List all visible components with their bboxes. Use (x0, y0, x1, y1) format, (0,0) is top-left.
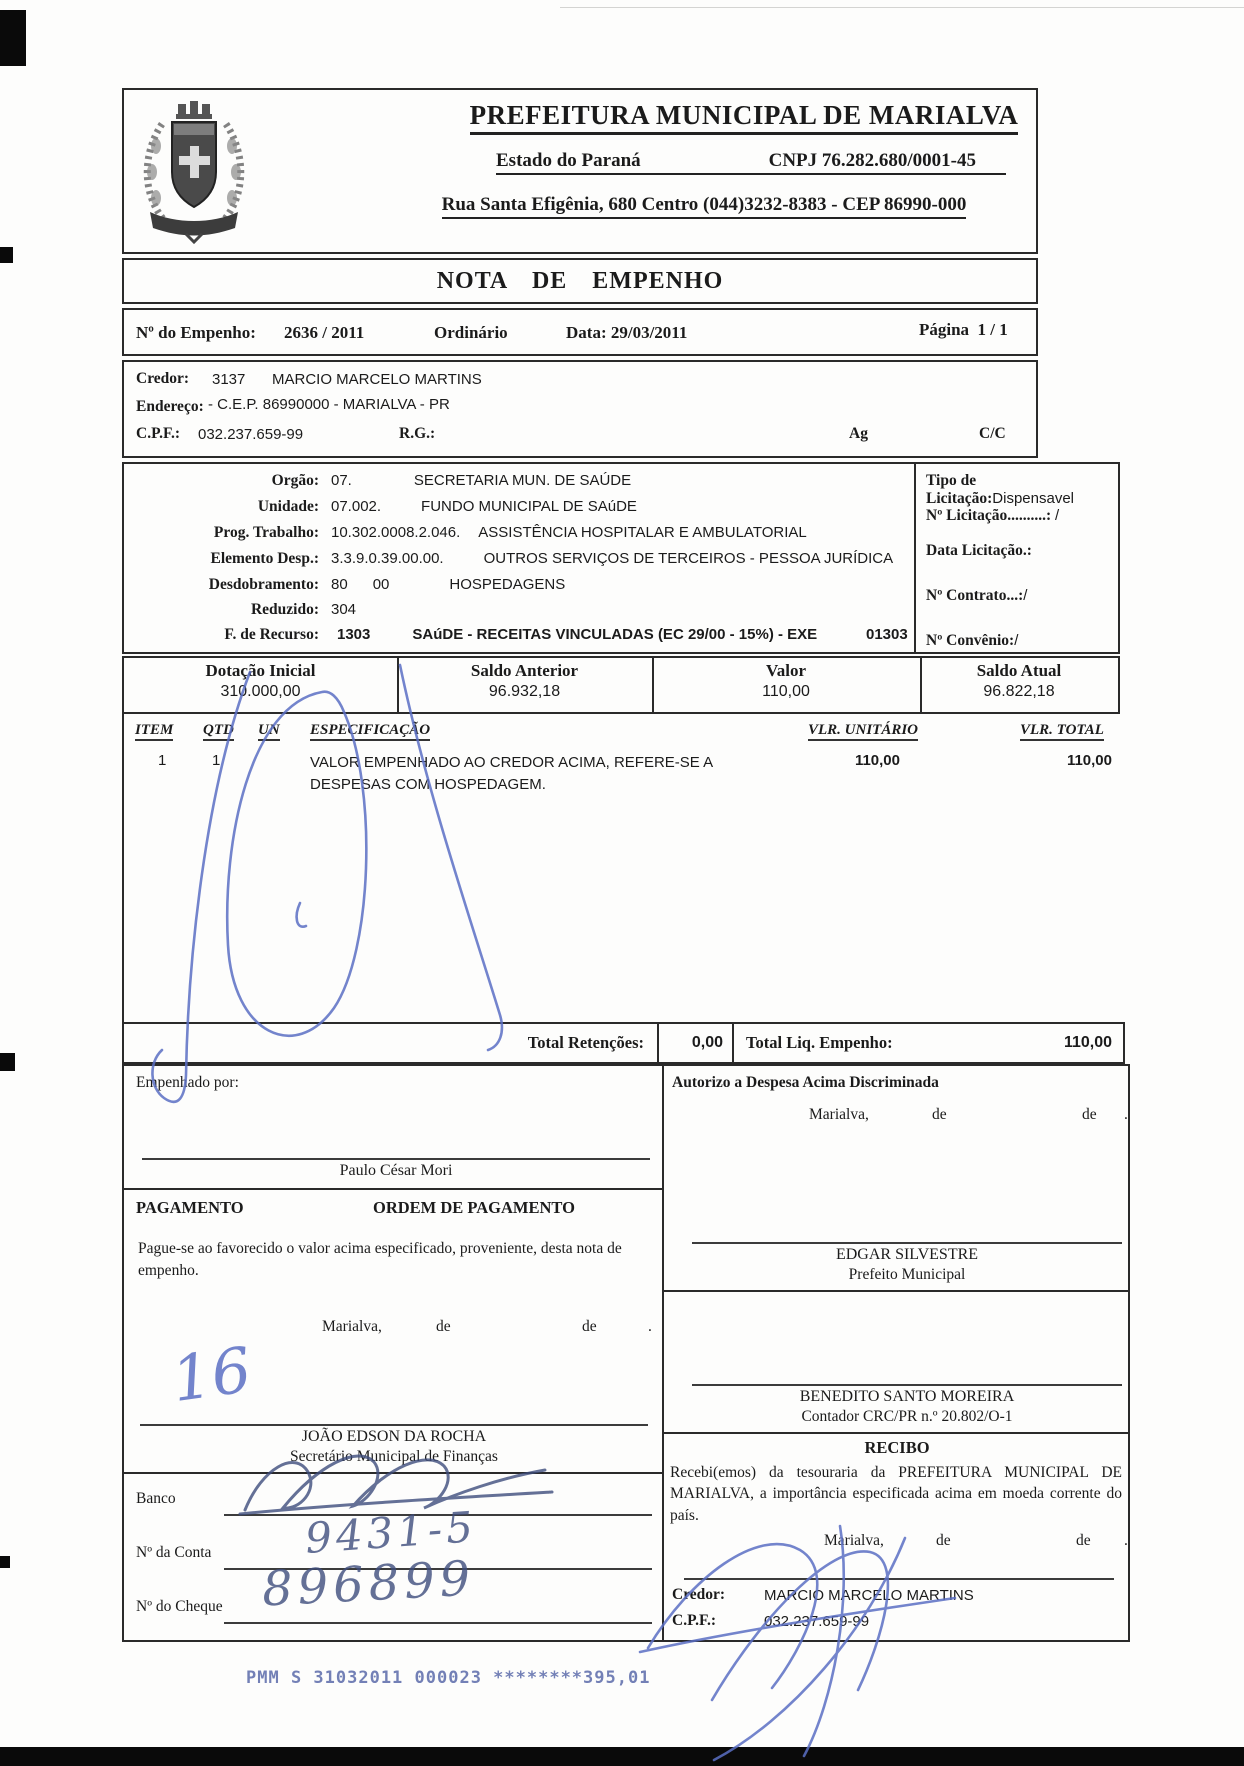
handwritten-cheque: 896899 (260, 1550, 477, 1618)
state-label: Estado do Paraná (496, 150, 641, 171)
prefeito-cargo: Prefeito Municipal (848, 1266, 966, 1283)
field-label: Unidade: (257, 498, 319, 515)
items-header-vlr-total: VLR. TOTAL (1020, 722, 1104, 741)
budget-row-desdobramento (124, 576, 910, 594)
item-vlr-unitario: 110,00 (854, 752, 900, 769)
conta-label: Nº da Conta (136, 1544, 212, 1561)
period-mark: . (1124, 1106, 1128, 1123)
signatures-area (122, 1064, 1130, 1642)
creditor-cpf: 032.237.659-99 (198, 426, 304, 443)
cnpj-label: CNPJ 76.282.680/0001-45 (768, 150, 976, 171)
recibo-signature-line (684, 1578, 1114, 1580)
header-box (122, 88, 1038, 254)
budget-row-unidade (124, 498, 910, 516)
saldo-atual-header: Saldo Atual (976, 661, 1062, 680)
de-label: de (436, 1318, 451, 1335)
licitacao-data (926, 542, 1032, 560)
budget-divider (914, 464, 916, 652)
contador-cargo: Contador CRC/PR n.º 20.802/O-1 (801, 1408, 1013, 1425)
de-label: de (1076, 1532, 1091, 1549)
field-value: Dispensavel (992, 490, 1075, 507)
empenho-number-row (122, 308, 1038, 356)
ordem-pagamento-heading: ORDEM DE PAGAMENTO (373, 1198, 575, 1217)
secretario-signature-line (140, 1424, 648, 1426)
prefeito-nome: EDGAR SILVESTRE (835, 1246, 979, 1263)
recibo-text: Recebi(emos) da tesouraria da PREFEITURA MUNICIPAL DE MARIALVA, a importância especificada acima em moeda corrente do país. (670, 1464, 1122, 1524)
field-code: 3.3.9.0.39.00.00. (331, 550, 444, 567)
totals-row (122, 1022, 1125, 1064)
document-title: NOTA DE EMPENHO (436, 268, 724, 294)
creditor-agency-label: Ag (849, 425, 868, 442)
city-label: Marialva, (322, 1318, 382, 1335)
municipality-title: PREFEITURA MUNICIPAL DE MARIALVA (470, 100, 1019, 135)
de-label: de (932, 1106, 947, 1123)
right-divider-2 (662, 1432, 1128, 1434)
field-label: Prog. Trabalho: (213, 524, 319, 541)
scan-artifact (0, 1556, 10, 1568)
scan-artifact (0, 247, 13, 263)
recibo-heading: RECIBO (864, 1438, 930, 1457)
scan-edge-line (560, 7, 1244, 8)
total-liq-label: Total Liq. Empenho: (746, 1033, 893, 1052)
field-label: Data Licitação.: (926, 542, 1032, 559)
pagamento-heading: PAGAMENTO (136, 1198, 244, 1217)
de-label: de (936, 1532, 951, 1549)
budget-row-prog-trabalho (124, 524, 910, 542)
creditor-label: Credor: (136, 370, 190, 387)
items-header-espec: ESPECIFICAÇÃO (310, 722, 430, 741)
city-label: Marialva, (809, 1106, 869, 1123)
field-label: Tipo de Licitação: (926, 472, 993, 507)
valor-header: Valor (766, 661, 806, 680)
de-label: de (582, 1318, 597, 1335)
field-label: Nº Convênio: (926, 632, 1015, 649)
field-code: 304 (331, 601, 357, 618)
recibo-credor-label: Credor: (672, 1586, 726, 1603)
licitacao-contrato (926, 587, 1027, 605)
items-header-qtd: QTD (203, 722, 234, 741)
secretario-nome: JOÃO EDSON DA ROCHA (301, 1428, 487, 1445)
handwritten-16: 16 (167, 1332, 256, 1417)
field-label: Elemento Desp.: (210, 550, 319, 567)
field-label: Nº Licitação..........: (926, 507, 1052, 524)
recibo-cpf-value: 032.237.659-99 (764, 1613, 870, 1630)
field-label: Orgão: (271, 472, 319, 489)
recibo-cpf-label: C.P.F.: (672, 1612, 717, 1629)
budget-row-recurso (124, 626, 910, 644)
budget-box (122, 462, 1120, 654)
dot-matrix-footer-code: PMM S 31032011 000023 ********395,01 (246, 1668, 651, 1688)
saldo-anterior-header: Saldo Anterior (470, 661, 579, 680)
field-label: F. de Recurso: (224, 626, 319, 643)
city-label: Marialva, (824, 1532, 884, 1549)
banco-label: Banco (136, 1490, 176, 1507)
pague-se-text: Pague-se ao favorecido o valor acima especificado, proveniente, desta nota de empenho. (138, 1240, 622, 1279)
budget-row-orgao (124, 472, 910, 490)
field-desc: SAúDE - RECEITAS VINCULADAS (EC 29/00 - 15%) - EXE (412, 626, 818, 643)
field-desc: HOSPEDAGENS (449, 576, 566, 593)
field-extra-code: 01303 (866, 626, 908, 643)
items-header-item: ITEM (135, 722, 173, 741)
period-mark: . (648, 1318, 652, 1335)
empenho-number-label: Nº do Empenho: (136, 323, 256, 342)
right-divider-1 (662, 1290, 1128, 1292)
total-retencoes-value: 0,00 (691, 1034, 723, 1051)
field-code: 80 00 (331, 576, 390, 593)
signatures-center-divider (662, 1066, 664, 1640)
total-retencoes-label: Total Retenções: (527, 1033, 644, 1052)
empenhado-signature-line (142, 1158, 650, 1160)
items-header-vlr-unitario: VLR. UNITÁRIO (808, 722, 918, 741)
field-desc: FUNDO MUNICIPAL DE SAúDE (421, 498, 637, 515)
empenhado-por-label: Empenhado por: (136, 1074, 239, 1091)
empenhado-nome: Paulo César Mori (339, 1162, 453, 1179)
budget-row-elemento (124, 550, 910, 568)
autorizo-heading: Autorizo a Despesa Acima Discriminada (672, 1074, 939, 1091)
empenho-type: Ordinário (434, 323, 508, 342)
amounts-table (122, 656, 1120, 714)
scan-artifact (0, 1053, 15, 1071)
item-qtd: 1 (212, 752, 221, 769)
marialva-coat-of-arms (134, 94, 254, 246)
field-desc: ASSISTÊNCIA HOSPITALAR E AMBULATORIAL (478, 524, 807, 541)
totals-divider (732, 1024, 734, 1062)
secretario-cargo: Secretário Municipal de Finanças (290, 1448, 498, 1465)
saldo-atual-value: 96.822,18 (983, 683, 1055, 700)
creditor-rg-label: R.G.: (399, 425, 436, 442)
document-title-bar (122, 258, 1038, 304)
period-mark: . (1124, 1532, 1128, 1549)
contador-signature-line (692, 1384, 1122, 1386)
creditor-cpf-label: C.P.F.: (136, 425, 181, 442)
items-header-un: UN (258, 722, 280, 741)
field-value: / (1014, 632, 1019, 649)
licitacao-tipo (926, 472, 1118, 508)
contador-nome: BENEDITO SANTO MOREIRA (799, 1388, 1015, 1405)
scan-bottom-bar (0, 1747, 1244, 1766)
creditor-account-label: C/C (979, 425, 1006, 442)
creditor-address-label: Endereço: (136, 398, 204, 415)
field-desc: SECRETARIA MUN. DE SAÚDE (413, 472, 632, 489)
address-line: Rua Santa Efigênia, 680 Centro (044)3232-8383 - CEP 86990-000 (442, 194, 967, 219)
licitacao-numero (926, 507, 1059, 525)
licitacao-convenio (926, 632, 1018, 650)
prefeito-signature-line (692, 1242, 1122, 1244)
field-desc: OUTROS SERVIÇOS DE TERCEIROS - PESSOA JURÍDICA (483, 550, 894, 567)
budget-row-reduzido (124, 601, 910, 619)
item-vlr-total: 110,00 (1066, 752, 1112, 769)
saldo-anterior-value: 96.932,18 (488, 683, 561, 700)
field-label: Desdobramento: (208, 576, 319, 593)
cheque-fill-line (224, 1622, 652, 1624)
creditor-name: MARCIO MARCELO MARTINS (272, 371, 482, 388)
items-left-border (122, 714, 124, 1022)
field-code: 1303 (337, 626, 371, 643)
recibo-credor-name: MARCIO MARCELO MARTINS (764, 1587, 974, 1604)
empenho-number-value: 2636 / 2011 (284, 323, 365, 342)
field-code: 07.002. (331, 498, 382, 515)
page-indicator: Página 1 / 1 (919, 320, 1008, 339)
field-label: Reduzido: (250, 601, 319, 618)
field-code: 07. (331, 472, 352, 489)
field-label: Nº Contrato...: (926, 587, 1024, 604)
field-code: 10.302.0008.2.046. (331, 524, 461, 541)
left-divider-1 (124, 1188, 662, 1190)
creditor-address: - C.E.P. 86990000 - MARIALVA - PR (208, 396, 450, 413)
cheque-label: Nº do Cheque (136, 1598, 223, 1615)
total-liq-value: 110,00 (1063, 1034, 1112, 1051)
item-espec: VALOR EMPENHADO AO CREDOR ACIMA, REFERE-SE A DESPESAS COM HOSPEDAGEM. (310, 754, 713, 793)
empenho-date: Data: 29/03/2011 (566, 323, 688, 342)
valor-value: 110,00 (762, 683, 810, 700)
handwritten-conta: 9431-5 (303, 1502, 479, 1563)
creditor-code: 3137 (212, 371, 246, 388)
de-label: de (1082, 1106, 1097, 1123)
field-value: / (1054, 507, 1060, 524)
left-divider-2 (124, 1472, 662, 1474)
scan-artifact (0, 10, 26, 66)
field-value: / (1023, 587, 1028, 604)
dotacao-inicial-header: Dotação Inicial (205, 661, 316, 680)
creditor-box (122, 360, 1038, 458)
item-number: 1 (158, 752, 167, 769)
dotacao-inicial-value: 310.000,00 (220, 683, 301, 700)
